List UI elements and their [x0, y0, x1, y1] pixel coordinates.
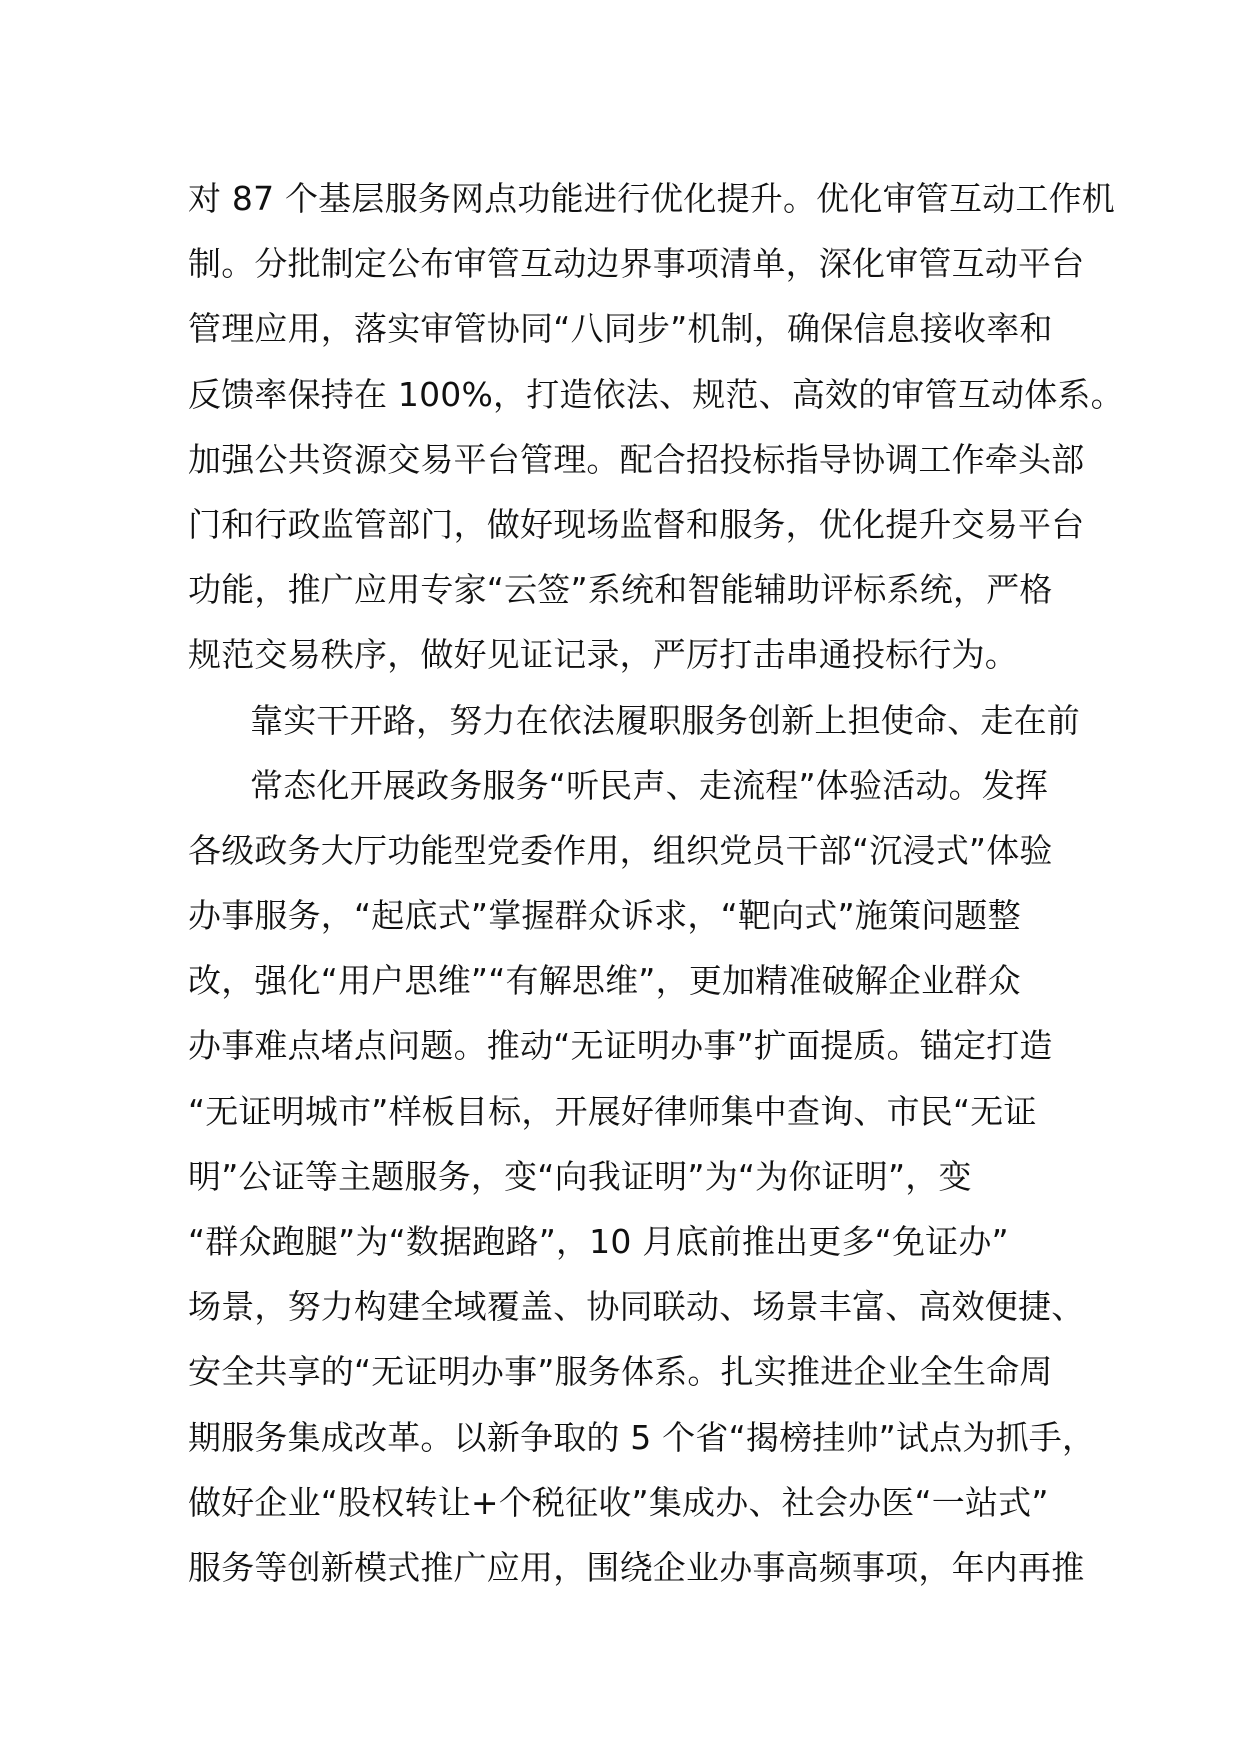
text-line: 门和行政监管部门，做好现场监督和服务，优化提升交易平台 — [188, 504, 1085, 544]
text-line: 改，强化“用户思维”“有解思维”，更加精准破解企业群众 — [188, 961, 1021, 1001]
text-line: 期服务集成改革。以新争取的 5 个省“揭榜挂帅”试点为抓手， — [188, 1417, 1096, 1457]
text-line: 管理应用，落实审管协同“八同步”机制，确保信息接收率和 — [188, 309, 1053, 349]
text-line: 场景，努力构建全域覆盖、协同联动、场景丰富、高效便捷、 — [188, 1287, 1085, 1327]
text-line: 安全共享的“无证明办事”服务体系。扎实推进企业全生命周 — [188, 1352, 1053, 1392]
text-line: 反馈率保持在 100%，打造依法、规范、高效的审管互动体系。 — [188, 374, 1124, 414]
text-line: 对 87 个基层服务网点功能进行优化提升。优化审管互动工作机 — [188, 179, 1115, 218]
text-line: 办事难点堵点问题。推动“无证明办事”扩面提质。锚定打造 — [188, 1026, 1053, 1066]
text-line: 规范交易秩序，做好见证记录，严厉打击串通投标行为。 — [188, 635, 1018, 675]
text-line: 办事服务，“起底式”掌握群众诉求，“靶向式”施策问题整 — [188, 896, 1021, 936]
text-line: “群众跑腿”为“数据跑路”，10 月底前推出更多“免证办” — [188, 1222, 1009, 1261]
text-line: 加强公共资源交易平台管理。配合招投标指导协调工作牵头部 — [188, 439, 1085, 479]
text-line: 做好企业“股权转让+个税征收”集成办、社会办医“一站式” — [188, 1482, 1049, 1522]
text-line: “无证明城市”样板目标，开展好律师集中查询、市民“无证 — [188, 1091, 1037, 1131]
text-line: 各级政务大厅功能型党委作用，组织党员干部“沉浸式”体验 — [188, 830, 1053, 870]
section-heading: 靠实干开路，努力在依法履职服务创新上担使命、走在前 — [250, 700, 1080, 740]
body-text — [188, 166, 1124, 1600]
text-line: 服务等创新模式推广应用，围绕企业办事高频事项，年内再推 — [188, 1547, 1085, 1587]
text-line: 明”公证等主题服务，变“向我证明”为“为你证明”，变 — [188, 1156, 972, 1196]
paragraph-start-line: 常态化开展政务服务“听民声、走流程”体验活动。发挥 — [250, 765, 1049, 805]
text-line: 功能，推广应用专家“云签”系统和智能辅助评标系统，严格 — [188, 570, 1053, 610]
text-line: 制。分批制定公布审管互动边界事项清单，深化审管互动平台 — [188, 244, 1085, 284]
